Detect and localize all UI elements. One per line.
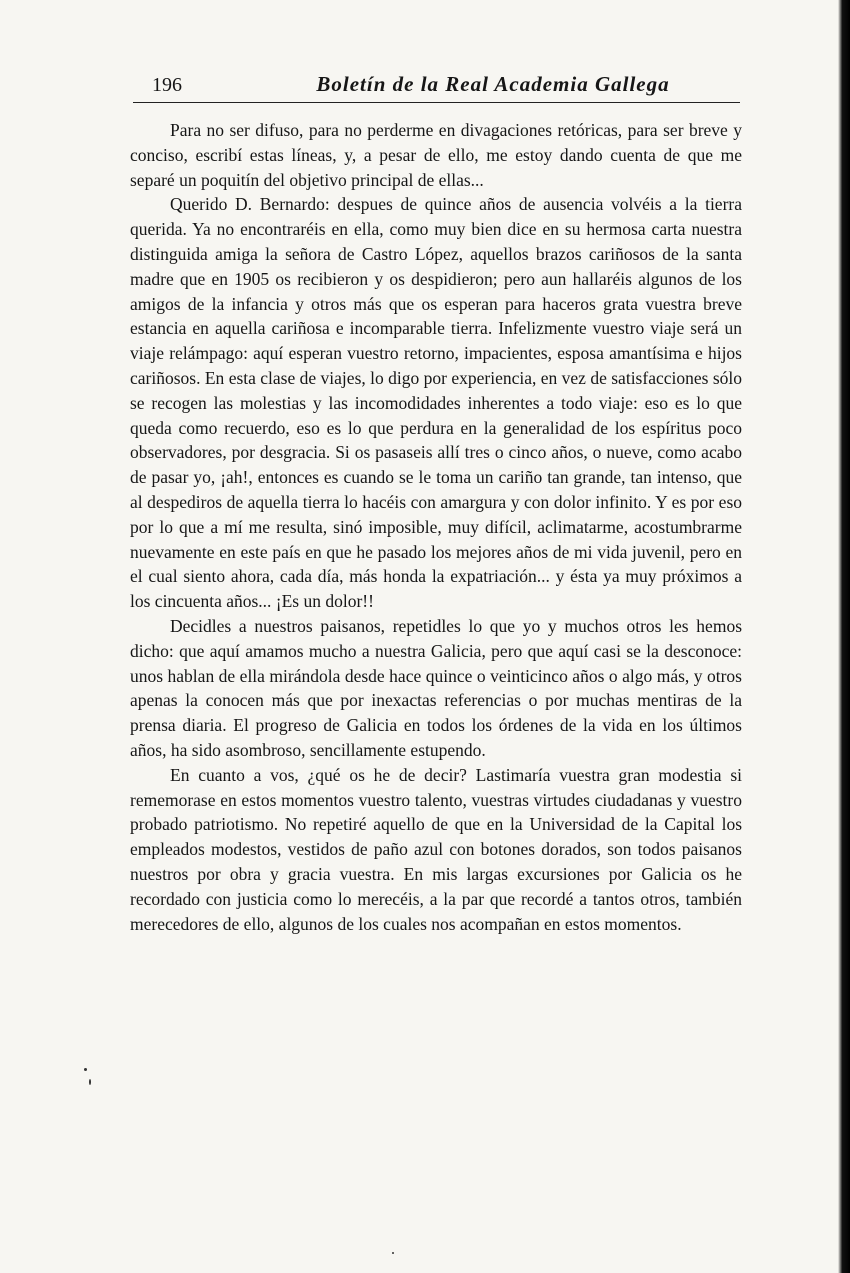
ink-speck	[392, 1252, 394, 1254]
ink-speck	[84, 1068, 87, 1071]
paragraph: Para no ser difuso, para no perderme en divagaciones retóricas, para ser breve y conciso, escribí estas líneas, y, a pesar de ello, me estoy dando cuenta de que me separé un poquitín del objetivo principal de ellas...	[130, 120, 742, 190]
running-title: Boletín de la Real Academia Gallega	[316, 72, 670, 96]
ink-speck	[89, 1079, 91, 1085]
header-rule	[133, 102, 740, 103]
page-edge-shadow	[838, 0, 850, 1273]
paragraph: Querido D. Bernardo: despues de quince años de ausencia volvéis a la tierra querida. Ya no encontraréis en ella, como muy bien dice en su hermosa carta nuestra distinguida amiga la señora de Castro López, aquellos brazos cariñosos de la santa madre que en 1905 os recibieron y os despidieron; pero aun hallaréis algunos de los amigos de la infancia y otros más que os esperan para haceros grata vuestra breve estancia en aquella cariñosa e incomparable tierra. Infelizmente vuestro viaje será un viaje relámpago: aquí esperan vuestro retorno, impacientes, esposa amantísima e hijos cariñosos. En esta clase de viajes, lo digo por experiencia, en vez de satisfacciones sólo se recogen las molestias y las incomodidades inherentes a todo viaje: eso es lo que queda como recuerdo, eso es lo que perdura en la generalidad de los espíritus poco observadores, por desgracia. Si os pasaseis allí tres o cinco años, o nueve, como acabo de pasar yo, ¡ah!, entonces es cuando se le toma un cariño tan grande, tan intenso, que al despediros de aquella tierra lo hacéis con amargura y con dolor infinito. Y es por eso por lo que a mí me resulta, sinó imposible, muy difícil, aclimatarme, acostumbrarme nuevamente en este país en que he pasado los mejores años de mi vida juvenil, pero en el cual siento ahora, cada día, más honda la expatriación... y ésta ya muy próximos a los cincuenta años... ¡Es un dolor!!	[130, 194, 742, 612]
page-header	[133, 66, 740, 106]
paragraph: Decidles a nuestros paisanos, repetidles lo que yo y muchos otros les hemos dicho: que aquí amamos mucho a nuestra Galicia, pero que aquí casi se la desconoce: unos hablan de ella mirándola desde hace quince o veinticinco años o algo más, y otros apenas la conocen más que por inexactas referencias o por muchas mentiras de la prensa diaria. El progreso de Galicia en todos los órdenes de la vida en los últimos años, ha sido asombroso, sencillamente estupendo.	[130, 615, 742, 760]
paragraph: En cuanto a vos, ¿qué os he de decir? Lastimaría vuestra gran modestia si rememorase en estos momentos vuestro talento, vuestras virtudes ciudadanas y vuestro probado patriotismo. No repetiré aquello de que en la Universidad de la Capital los empleados modestos, vestidos de paño azul con botones dorados, son todos paisanos nuestros por obra y gracia vuestra. En mis largas excursiones por Galicia os he recordado con justicia como lo merecéis, a la par que recordé a tantos otros, también merecedores de ello, algunos de los cuales nos acompañan en estos momentos.	[130, 764, 742, 934]
page-number: 196	[152, 74, 182, 96]
body-text	[130, 118, 742, 936]
